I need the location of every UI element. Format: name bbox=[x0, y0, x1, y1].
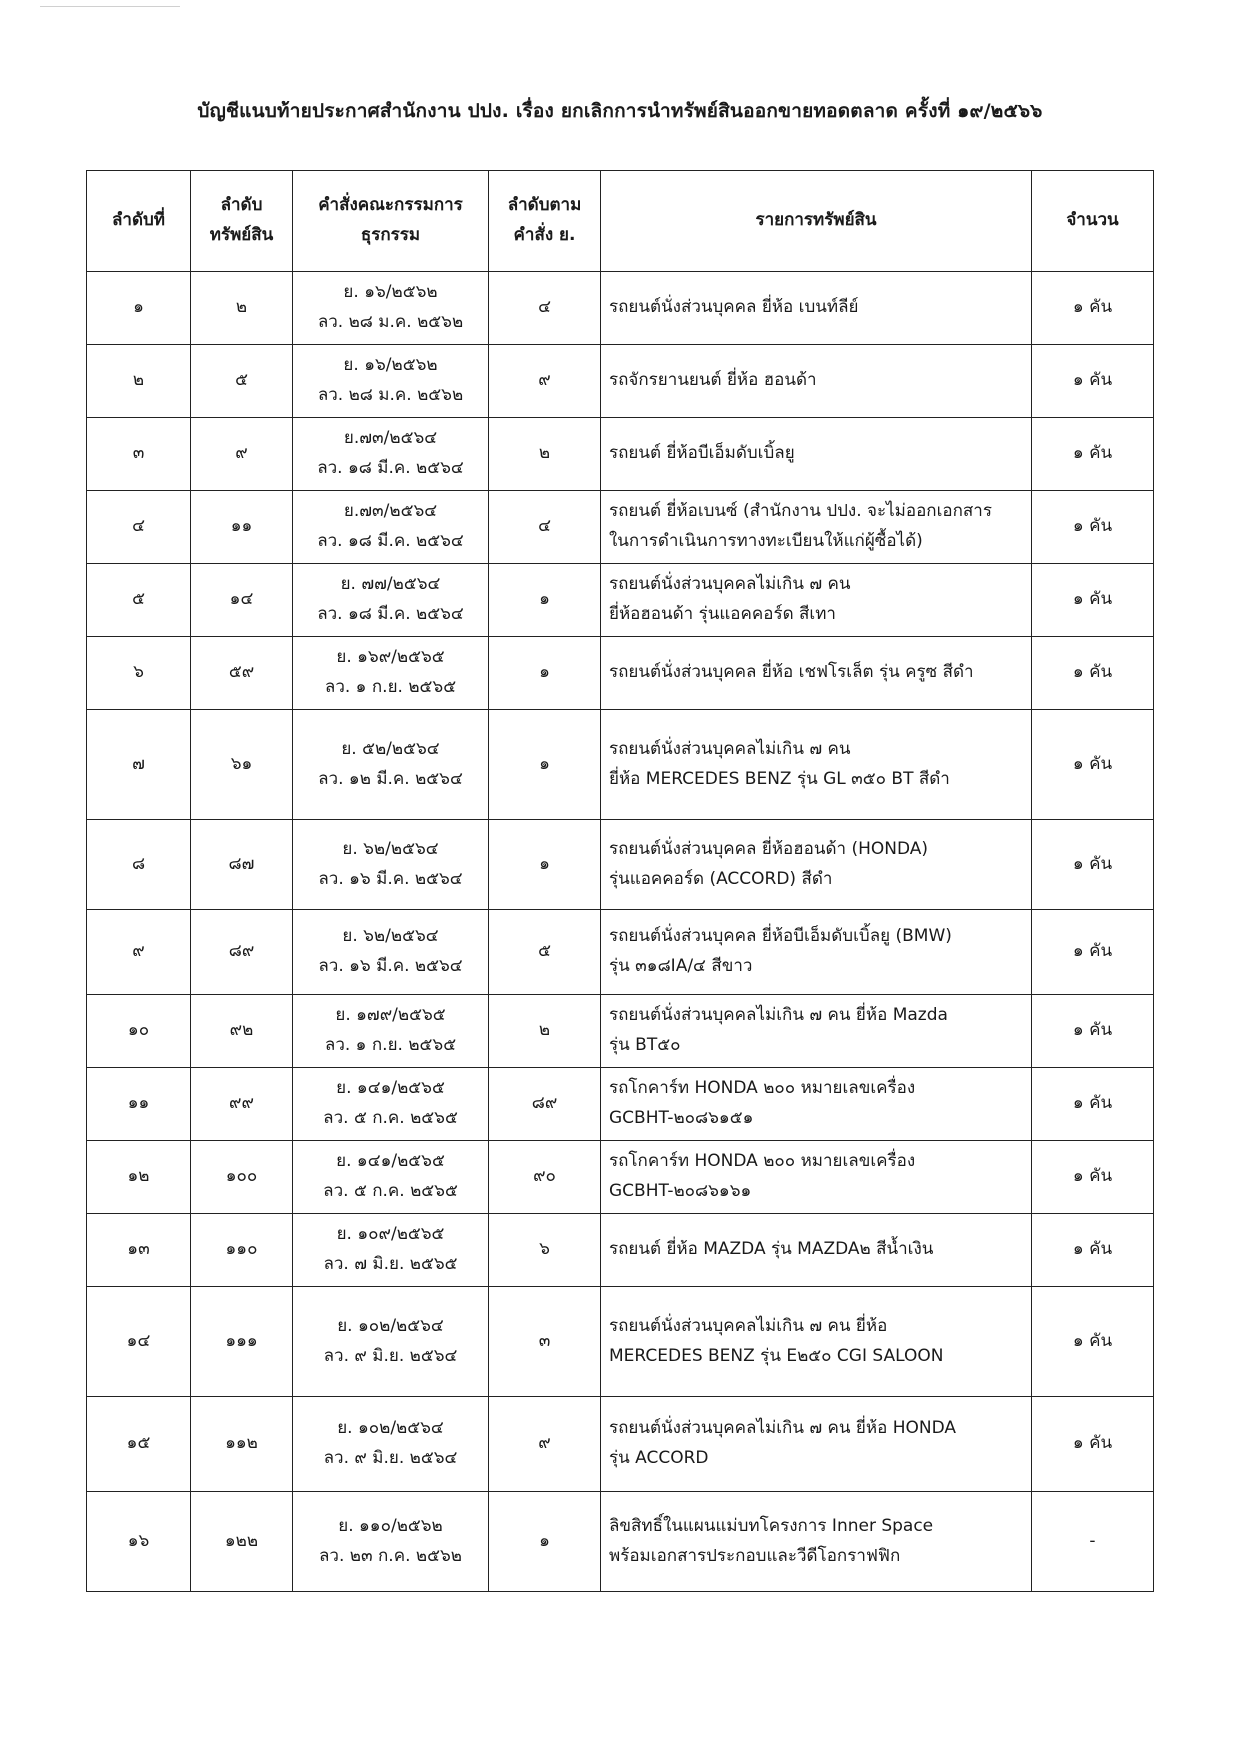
cell-description bbox=[601, 820, 1032, 910]
cell-order-seq: ๖ bbox=[489, 1214, 601, 1287]
cell-description bbox=[601, 1068, 1032, 1141]
table-row bbox=[87, 564, 1154, 637]
cell-order-seq: ๑ bbox=[489, 1492, 601, 1592]
cell-description bbox=[601, 995, 1032, 1068]
asset-table bbox=[86, 170, 1154, 1592]
cell-qty: ๑ คัน bbox=[1032, 272, 1154, 345]
header-asset-seq-line2: ทรัพย์สิน bbox=[209, 225, 274, 245]
cell-order bbox=[293, 910, 489, 995]
cell-asset-seq: ๑๑ bbox=[191, 491, 293, 564]
cell-order-line: ลว. ๕ ก.ค. ๒๕๖๕ bbox=[323, 1181, 458, 1201]
cell-qty: ๑ คัน bbox=[1032, 1214, 1154, 1287]
cell-order-seq: ๑ bbox=[489, 637, 601, 710]
cell-order-line: ย. ๑๖/๒๕๖๒ bbox=[343, 355, 438, 376]
cell-description-line: รถยนต์นั่งส่วนบุคคลไม่เกิน ๗ คน ยี่ห้อ bbox=[609, 1315, 888, 1336]
cell-asset-seq: ๘๙ bbox=[191, 910, 293, 995]
table-row bbox=[87, 995, 1154, 1068]
header-order-seq bbox=[489, 171, 601, 272]
cell-seq: ๙ bbox=[87, 910, 191, 995]
cell-asset-seq: ๖๑ bbox=[191, 710, 293, 820]
cell-description bbox=[601, 710, 1032, 820]
cell-order-line: ย. ๖๒/๒๕๖๔ bbox=[342, 838, 439, 859]
cell-description-line: รถโกคาร์ท HONDA ๒๐๐ หมายเลขเครื่อง bbox=[609, 1078, 916, 1099]
cell-order-seq: ๘๙ bbox=[489, 1068, 601, 1141]
cell-asset-seq: ๙๒ bbox=[191, 995, 293, 1068]
cell-asset-seq: ๕ bbox=[191, 345, 293, 418]
cell-order bbox=[293, 1287, 489, 1397]
cell-description bbox=[601, 910, 1032, 995]
cell-description-line: รถยนต์นั่งส่วนบุคคลไม่เกิน ๗ คน ยี่ห้อ Mazda bbox=[609, 1005, 948, 1026]
cell-description bbox=[601, 1141, 1032, 1214]
cell-seq: ๓ bbox=[87, 418, 191, 491]
cell-seq: ๑๑ bbox=[87, 1068, 191, 1141]
cell-asset-seq: ๙๙ bbox=[191, 1068, 293, 1141]
cell-asset-seq: ๑๐๐ bbox=[191, 1141, 293, 1214]
cell-qty: ๑ คัน bbox=[1032, 637, 1154, 710]
cell-order-line: ลว. ๕ ก.ค. ๒๕๖๕ bbox=[323, 1108, 458, 1128]
header-qty bbox=[1032, 171, 1154, 272]
cell-order-line: ย. ๗๗/๒๕๖๔ bbox=[340, 574, 441, 595]
cell-seq: ๕ bbox=[87, 564, 191, 637]
cell-order bbox=[293, 1214, 489, 1287]
cell-seq: ๑ bbox=[87, 272, 191, 345]
cell-order-line: ย. ๑๐๙/๒๕๖๕ bbox=[336, 1224, 445, 1245]
cell-asset-seq: ๕๙ bbox=[191, 637, 293, 710]
cell-order-line: ลว. ๑ ก.ย. ๒๕๖๕ bbox=[324, 677, 457, 697]
cell-order-seq: ๙ bbox=[489, 345, 601, 418]
cell-description-line: รุ่นแอคคอร์ด (ACCORD) สีดำ bbox=[609, 868, 833, 889]
cell-order bbox=[293, 1141, 489, 1214]
header-items-label: รายการทรัพย์สิน bbox=[755, 210, 877, 231]
cell-description-line: รถโกคาร์ท HONDA ๒๐๐ หมายเลขเครื่อง bbox=[609, 1151, 916, 1172]
scan-artifact-line bbox=[40, 6, 180, 7]
cell-qty: ๑ คัน bbox=[1032, 1068, 1154, 1141]
table-row bbox=[87, 272, 1154, 345]
cell-description-line: รุ่น BT๕๐ bbox=[609, 1035, 681, 1055]
header-order-line2: ธุรกรรม bbox=[360, 225, 421, 245]
cell-qty: ๑ คัน bbox=[1032, 1397, 1154, 1492]
cell-asset-seq: ๑๑๑ bbox=[191, 1287, 293, 1397]
cell-description bbox=[601, 345, 1032, 418]
cell-description bbox=[601, 418, 1032, 491]
cell-order-line: ย.๗๓/๒๕๖๔ bbox=[343, 428, 438, 449]
table-row bbox=[87, 1214, 1154, 1287]
cell-order-line: ย. ๑๐๒/๒๕๖๔ bbox=[337, 1315, 444, 1336]
cell-order-line: ลว. ๑๖ มี.ค. ๒๕๖๔ bbox=[318, 868, 463, 889]
table-row bbox=[87, 1068, 1154, 1141]
cell-asset-seq: ๑๒๒ bbox=[191, 1492, 293, 1592]
cell-order-line: ย.๗๓/๒๕๖๔ bbox=[343, 501, 438, 522]
cell-qty: ๑ คัน bbox=[1032, 820, 1154, 910]
cell-description-line: รถยนต์นั่งส่วนบุคคล ยี่ห้อ เชฟโรเล็ต รุ่น ครูซ สีดำ bbox=[609, 662, 974, 683]
cell-order-line: ย. ๑๐๒/๒๕๖๔ bbox=[337, 1418, 444, 1439]
cell-order-line: ลว. ๙ มิ.ย. ๒๕๖๔ bbox=[323, 1345, 458, 1366]
table-row bbox=[87, 1492, 1154, 1592]
cell-description-line: GCBHT-๒๐๘๖๑๖๑ bbox=[609, 1181, 752, 1201]
cell-order-seq: ๔ bbox=[489, 272, 601, 345]
cell-order bbox=[293, 637, 489, 710]
cell-description-line: รถยนต์ ยี่ห้อเบนซ์ (สำนักงาน ปปง. จะไม่ออกเอกสาร bbox=[609, 501, 992, 522]
cell-seq: ๒ bbox=[87, 345, 191, 418]
cell-description-line: รุ่น ACCORD bbox=[609, 1448, 709, 1468]
cell-order bbox=[293, 418, 489, 491]
cell-seq: ๑๐ bbox=[87, 995, 191, 1068]
cell-order bbox=[293, 1397, 489, 1492]
cell-description-line: รถยนต์ ยี่ห้อ MAZDA รุ่น MAZDA๒ สีน้ำเงิน bbox=[609, 1239, 934, 1260]
cell-order-seq: ๙ bbox=[489, 1397, 601, 1492]
cell-qty: ๑ คัน bbox=[1032, 910, 1154, 995]
cell-seq: ๘ bbox=[87, 820, 191, 910]
cell-order-line: ลว. ๑๘ มี.ค. ๒๕๖๔ bbox=[317, 458, 464, 478]
cell-order-line: ลว. ๑๒ มี.ค. ๒๕๖๔ bbox=[318, 768, 463, 789]
cell-asset-seq: ๒ bbox=[191, 272, 293, 345]
header-order-seq-line1: ลำดับตาม bbox=[507, 195, 582, 216]
cell-qty: ๑ คัน bbox=[1032, 710, 1154, 820]
table-row bbox=[87, 710, 1154, 820]
cell-order-line: ย. ๑๖๙/๒๕๖๕ bbox=[336, 647, 445, 668]
cell-order bbox=[293, 272, 489, 345]
cell-qty: ๑ คัน bbox=[1032, 491, 1154, 564]
cell-order-seq: ๓ bbox=[489, 1287, 601, 1397]
cell-description bbox=[601, 491, 1032, 564]
cell-qty: ๑ คัน bbox=[1032, 1141, 1154, 1214]
cell-order-seq: ๙๐ bbox=[489, 1141, 601, 1214]
header-order bbox=[293, 171, 489, 272]
cell-order-seq: ๒ bbox=[489, 995, 601, 1068]
cell-description-line: รถยนต์นั่งส่วนบุคคลไม่เกิน ๗ คน bbox=[609, 574, 851, 595]
cell-qty: ๑ คัน bbox=[1032, 564, 1154, 637]
cell-order-line: ย. ๑๑๐/๒๕๖๒ bbox=[338, 1515, 443, 1536]
cell-seq: ๑๓ bbox=[87, 1214, 191, 1287]
cell-seq: ๑๖ bbox=[87, 1492, 191, 1592]
cell-description-line: ยี่ห้อฮอนด้า รุ่นแอคคอร์ด สีเทา bbox=[609, 604, 836, 624]
cell-description-line: ลิขสิทธิ์ในแผนแม่บทโครงการ Inner Space bbox=[609, 1515, 934, 1536]
cell-qty: - bbox=[1032, 1492, 1154, 1592]
header-items bbox=[601, 171, 1032, 272]
header-order-seq-line2: คำสั่ง ย. bbox=[513, 225, 576, 245]
cell-order-seq: ๒ bbox=[489, 418, 601, 491]
cell-order-line: ย. ๖๒/๒๕๖๔ bbox=[342, 926, 439, 947]
cell-description-line: รถยนต์นั่งส่วนบุคคลไม่เกิน ๗ คน ยี่ห้อ HONDA bbox=[609, 1418, 957, 1439]
cell-asset-seq: ๙ bbox=[191, 418, 293, 491]
header-qty-label: จำนวน bbox=[1066, 210, 1119, 231]
table-row bbox=[87, 418, 1154, 491]
cell-qty: ๑ คัน bbox=[1032, 345, 1154, 418]
cell-qty: ๑ คัน bbox=[1032, 418, 1154, 491]
cell-order-seq: ๑ bbox=[489, 564, 601, 637]
table-row bbox=[87, 1141, 1154, 1214]
cell-order-line: ลว. ๑๘ มี.ค. ๒๕๖๔ bbox=[317, 604, 464, 624]
table-row bbox=[87, 345, 1154, 418]
cell-order-line: ลว. ๑๖ มี.ค. ๒๕๖๔ bbox=[318, 956, 463, 976]
cell-order-seq: ๑ bbox=[489, 820, 601, 910]
header-seq-label: ลำดับที่ bbox=[111, 210, 165, 231]
cell-seq: ๑๕ bbox=[87, 1397, 191, 1492]
cell-order-line: ลว. ๑๘ มี.ค. ๒๕๖๔ bbox=[317, 531, 464, 551]
header-row bbox=[87, 171, 1154, 272]
table-row bbox=[87, 1397, 1154, 1492]
cell-description bbox=[601, 564, 1032, 637]
cell-order bbox=[293, 491, 489, 564]
cell-order-line: ลว. ๙ มิ.ย. ๒๕๖๔ bbox=[323, 1448, 458, 1468]
table-header bbox=[87, 171, 1154, 272]
table-row bbox=[87, 491, 1154, 564]
table-row bbox=[87, 1287, 1154, 1397]
cell-seq: ๑๒ bbox=[87, 1141, 191, 1214]
cell-order-line: ย. ๑๔๑/๒๕๖๕ bbox=[336, 1151, 445, 1172]
cell-order-line: ลว. ๒๘ ม.ค. ๒๕๖๒ bbox=[317, 385, 464, 405]
cell-order-line: ย. ๑๖/๒๕๖๒ bbox=[343, 282, 438, 303]
cell-order bbox=[293, 1492, 489, 1592]
cell-asset-seq: ๘๗ bbox=[191, 820, 293, 910]
cell-description bbox=[601, 1492, 1032, 1592]
table-row bbox=[87, 820, 1154, 910]
cell-order-line: ลว. ๑ ก.ย. ๒๕๖๕ bbox=[324, 1035, 457, 1055]
header-seq bbox=[87, 171, 191, 272]
page-title: บัญชีแนบท้ายประกาศสำนักงาน ปปง. เรื่อง ยกเลิกการนำทรัพย์สินออกขายทอดตลาด ครั้งที่ ๑๙/๒๕๖๖ bbox=[197, 100, 1043, 122]
cell-qty: ๑ คัน bbox=[1032, 1287, 1154, 1397]
cell-order-seq: ๑ bbox=[489, 710, 601, 820]
table-row bbox=[87, 637, 1154, 710]
cell-order bbox=[293, 995, 489, 1068]
cell-order bbox=[293, 345, 489, 418]
cell-seq: ๗ bbox=[87, 710, 191, 820]
cell-description-line: รถยนต์นั่งส่วนบุคคล ยี่ห้อบีเอ็มดับเบิ้ลยู (BMW) bbox=[609, 926, 952, 947]
cell-order-line: ลว. ๗ มิ.ย. ๒๕๖๕ bbox=[323, 1254, 458, 1274]
cell-seq: ๑๔ bbox=[87, 1287, 191, 1397]
cell-order-seq: ๔ bbox=[489, 491, 601, 564]
cell-description-line: รถยนต์นั่งส่วนบุคคล ยี่ห้อฮอนด้า (HONDA) bbox=[609, 838, 929, 859]
cell-order-seq: ๕ bbox=[489, 910, 601, 995]
table-row bbox=[87, 910, 1154, 995]
cell-order-line: ย. ๕๒/๒๕๖๔ bbox=[341, 738, 440, 759]
cell-order-line: ย. ๑๗๙/๒๕๖๕ bbox=[335, 1005, 446, 1026]
cell-order-line: ลว. ๒๘ ม.ค. ๒๕๖๒ bbox=[317, 312, 464, 332]
cell-description bbox=[601, 1397, 1032, 1492]
cell-description-line: พร้อมเอกสารประกอบและวีดีโอกราฟฟิก bbox=[609, 1545, 901, 1566]
cell-description-line: รุ่น ๓๑๘IA/๔ สีขาว bbox=[609, 956, 753, 976]
cell-description-line: GCBHT-๒๐๘๖๑๕๑ bbox=[609, 1108, 754, 1128]
cell-seq: ๔ bbox=[87, 491, 191, 564]
cell-description bbox=[601, 637, 1032, 710]
header-order-line1: คำสั่งคณะกรรมการ bbox=[318, 195, 463, 216]
cell-order bbox=[293, 820, 489, 910]
cell-order bbox=[293, 710, 489, 820]
cell-seq: ๖ bbox=[87, 637, 191, 710]
cell-description-line: รถยนต์นั่งส่วนบุคคลไม่เกิน ๗ คน bbox=[609, 738, 851, 759]
cell-description-line: ยี่ห้อ MERCEDES BENZ รุ่น GL ๓๕๐ BT สีดำ bbox=[609, 768, 950, 789]
cell-description-line: ในการดำเนินการทางทะเบียนให้แก่ผู้ซื้อได้) bbox=[609, 531, 923, 551]
header-asset-seq bbox=[191, 171, 293, 272]
cell-order bbox=[293, 1068, 489, 1141]
cell-description bbox=[601, 1287, 1032, 1397]
cell-description-line: รถจักรยานยนต์ ยี่ห้อ ฮอนด้า bbox=[609, 370, 817, 391]
cell-order bbox=[293, 564, 489, 637]
cell-order-line: ลว. ๒๓ ก.ค. ๒๕๖๒ bbox=[319, 1545, 462, 1566]
cell-asset-seq: ๑๑๒ bbox=[191, 1397, 293, 1492]
cell-qty: ๑ คัน bbox=[1032, 995, 1154, 1068]
cell-description bbox=[601, 1214, 1032, 1287]
cell-description-line: รถยนต์นั่งส่วนบุคคล ยี่ห้อ เบนท์ลีย์ bbox=[609, 297, 859, 318]
cell-description bbox=[601, 272, 1032, 345]
cell-description-line: MERCEDES BENZ รุ่น E๒๕๐ CGI SALOON bbox=[609, 1345, 944, 1366]
cell-asset-seq: ๑๔ bbox=[191, 564, 293, 637]
header-asset-seq-line1: ลำดับ bbox=[220, 195, 263, 216]
cell-description-line: รถยนต์ ยี่ห้อบีเอ็มดับเบิ้ลยู bbox=[609, 443, 795, 464]
cell-asset-seq: ๑๑๐ bbox=[191, 1214, 293, 1287]
table-body bbox=[87, 272, 1154, 1592]
cell-order-line: ย. ๑๔๑/๒๕๖๕ bbox=[336, 1078, 445, 1099]
